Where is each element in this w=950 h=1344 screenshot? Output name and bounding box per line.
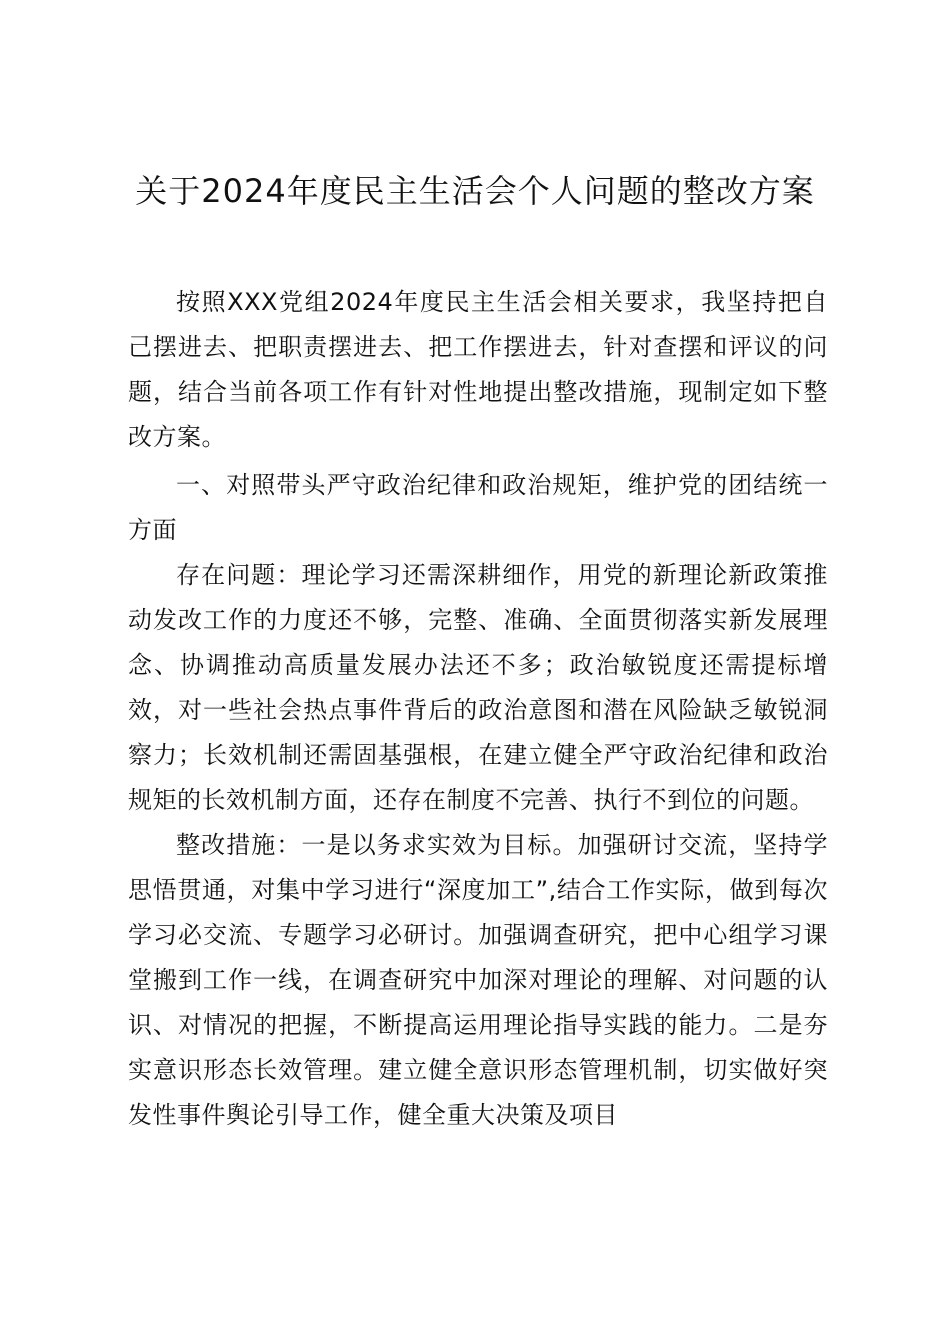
document-body: [128, 280, 828, 1138]
problems-paragraph: 存在问题：理论学习还需深耕细作，用党的新理论新政策推动发改工作的力度还不够，完整、准确、全面贯彻落实新发展理念、协调推动高质量发展办法还不多；政治敏锐度还需提标增效，对一些社会热点事件背后的政治意图和潜在风险缺乏敏锐洞察力；长效机制还需固基强根，在建立健全严守政治纪律和政治规矩的长效机制方面，还存在制度不完善、执行不到位的问题。: [128, 561, 828, 814]
document-title: 关于2024年度民主生活会个人问题的整改方案: [135, 172, 815, 210]
section-heading: 一、对照带头严守政治纪律和政治规矩，维护党的团结统一方面: [128, 471, 828, 544]
intro-paragraph: 按照XXX党组2024年度民主生活会相关要求，我坚持把自己摆进去、把职责摆进去、把工作摆进去，针对查摆和评议的问题，结合当前各项工作有针对性地提出整改措施，现制定如下整改方案。: [128, 288, 828, 451]
measures-paragraph: 整改措施：一是以务求实效为目标。加强研讨交流，坚持学思悟贯通，对集中学习进行“深度加工”,结合工作实际，做到每次学习必交流、专题学习必研讨。加强调查研究，把中心组学习课堂搬到工作一线，在调查研究中加深对理论的理解、对问题的认识、对情况的把握，不断提高运用理论指导实践的能力。二是夯实意识形态长效管理。建立健全意识形态管理机制，切实做好突发性事件舆论引导工作，健全重大决策及项目: [128, 831, 828, 1129]
